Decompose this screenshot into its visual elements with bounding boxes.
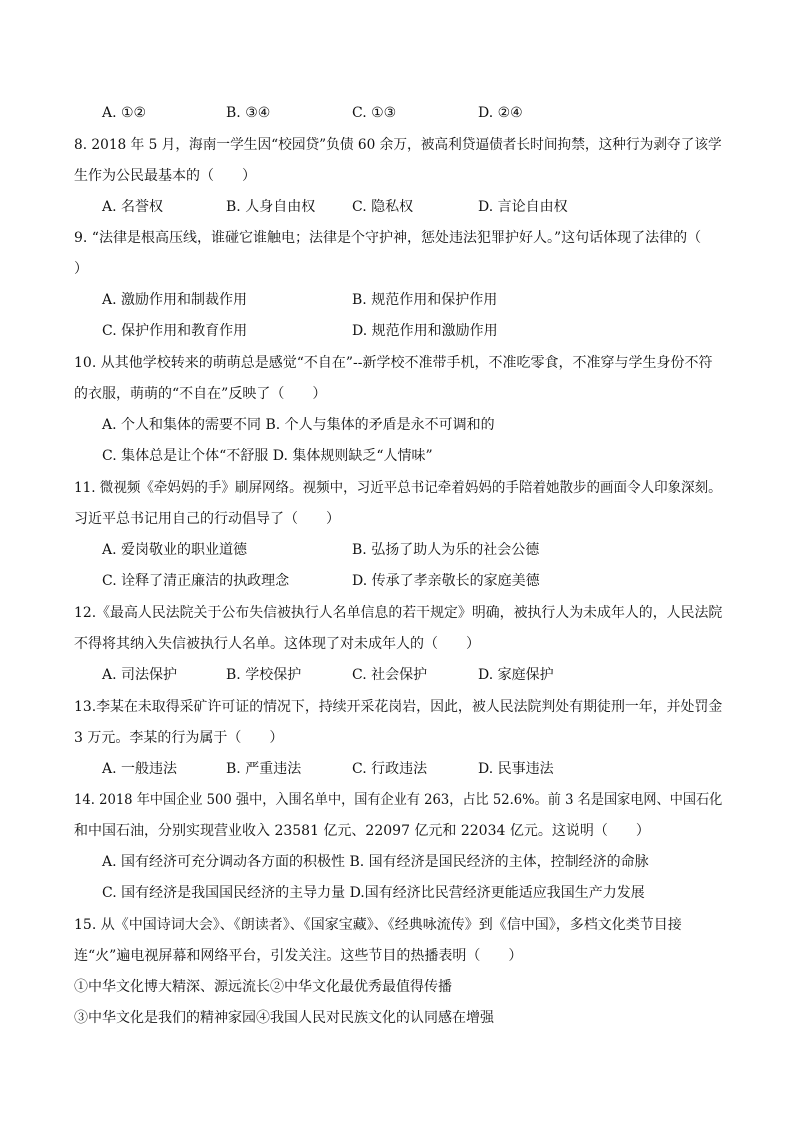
q7-option-d: D. ②④ (478, 105, 523, 121)
q12-stem-line2: 不得将其纳入失信被执行人名单。这体现了对未成年人的（ ） (74, 636, 480, 652)
q15-stem-line2: 连“火”遍电视屏幕和网络平台，引发关注。这些节目的热播表明（ ） (74, 948, 523, 964)
q12-option-d: D. 家庭保护 (478, 667, 554, 683)
q8-option-a: A. 名誉权 (102, 199, 164, 215)
q11-option-b: B. 弘扬了助人为乐的社会公德 (352, 542, 540, 558)
q13-option-b: B. 严重违法 (226, 761, 302, 777)
q12-stem-line1: 12.《最高人民法院关于公布失信被执行人名单信息的若干规定》明确，被执行人为未成年人的，人民法院 (74, 605, 723, 621)
q11-option-c: C. 诠释了清正廉洁的执政理念 (102, 573, 290, 589)
q15-stem-line1: 15. 从《中国诗词大会》、《朗读者》、《国家宝藏》、《经典咏流传》到《信中国》，多档文化类节目接 (74, 917, 682, 933)
q15-item-line1: ①中华文化博大精深、源远流长②中华文化最优秀最值得传播 (74, 979, 452, 995)
q9-option-b: B. 规范作用和保护作用 (352, 292, 498, 308)
q14-option-line2: C. 国有经济是我国国民经济的主导力量 D.国有经济比民营经济更能适应我国生产力发展 (102, 885, 645, 901)
q12-option-c: C. 社会保护 (352, 667, 428, 683)
q7-option-b: B. ③④ (226, 105, 271, 121)
q10-stem-line2: 的衣服，萌萌的“不自在”反映了（ ） (74, 386, 327, 402)
q14-stem-line2: 和中国石油，分别实现营业收入 23581 亿元、22097 亿元和 22034 亿元。这说明（ ） (74, 823, 650, 839)
q13-stem-line2: 3 万元。李某的行为属于（ ） (74, 730, 284, 746)
q14-option-line1: A. 国有经济可充分调动各方面的积极性 B. 国有经济是国民经济的主体，控制经济的命脉 (102, 854, 649, 870)
q8-stem-line1: 8. 2018 年 5 月，海南一学生因“校园贷”负债 60 余万，被高利贷逼债者长时间拘禁，这种行为剥夺了该学 (74, 137, 722, 153)
q9-option-d: D. 规范作用和激励作用 (352, 323, 498, 339)
q13-option-a: A. 一般违法 (102, 761, 178, 777)
q7-option-a: A. ①② (102, 105, 147, 121)
q9-option-a: A. 激励作用和制裁作用 (102, 292, 248, 308)
q9-option-c: C. 保护作用和教育作用 (102, 323, 248, 339)
q11-stem-line2: 习近平总书记用自己的行动倡导了（ ） (74, 511, 340, 527)
q10-stem-line1: 10. 从其他学校转来的萌萌总是感觉“不自在”--新学校不准带手机，不准吃零食，不准穿与学生身份不符 (74, 355, 713, 371)
q7-option-c: C. ①③ (352, 105, 397, 121)
q13-option-d: D. 民事违法 (478, 761, 554, 777)
q11-stem-line1: 11. 微视频《牵妈妈的手》刷屏网络。视频中，习近平总书记牵着妈妈的手陪着她散步的画面令人印象深刻。 (74, 480, 722, 496)
q14-stem-line1: 14. 2018 年中国企业 500 强中，入围名单中，国有企业有 263，占比 52.6%。前 3 名是国家电网、中国石化 (74, 792, 723, 808)
q11-option-d: D. 传承了孝亲敬长的家庭美德 (352, 573, 540, 589)
q8-stem-line2: 生作为公民最基本的（ ） (74, 168, 256, 184)
q8-option-d: D. 言论自由权 (478, 199, 568, 215)
q15-item-line2: ③中华文化是我们的精神家园④我国人民对民族文化的认同感在增强 (74, 1010, 494, 1026)
q8-option-b: B. 人身自由权 (226, 199, 316, 215)
q12-option-a: A. 司法保护 (102, 667, 178, 683)
q10-option-line2: C. 集体总是让个体“不舒服 D. 集体规则缺乏“人情味” (102, 448, 433, 464)
q13-option-c: C. 行政违法 (352, 761, 428, 777)
q8-option-c: C. 隐私权 (352, 199, 414, 215)
q9-stem-line2: ） (74, 261, 88, 277)
q9-stem-line1: 9. “法律是根高压线，谁碰它谁触电；法律是个守护神，惩处违法犯罪护好人。”这句话体现了法律的（ (74, 230, 702, 246)
q11-option-a: A. 爱岗敬业的职业道德 (102, 542, 248, 558)
q12-option-b: B. 学校保护 (226, 667, 302, 683)
q13-stem-line1: 13.李某在未取得采矿许可证的情况下，持续开采花岗岩，因此，被人民法院判处有期徒刑一年，并处罚金 (74, 699, 723, 715)
q10-option-line1: A. 个人和集体的需要不同 B. 个人与集体的矛盾是永不可调和的 (102, 417, 495, 433)
